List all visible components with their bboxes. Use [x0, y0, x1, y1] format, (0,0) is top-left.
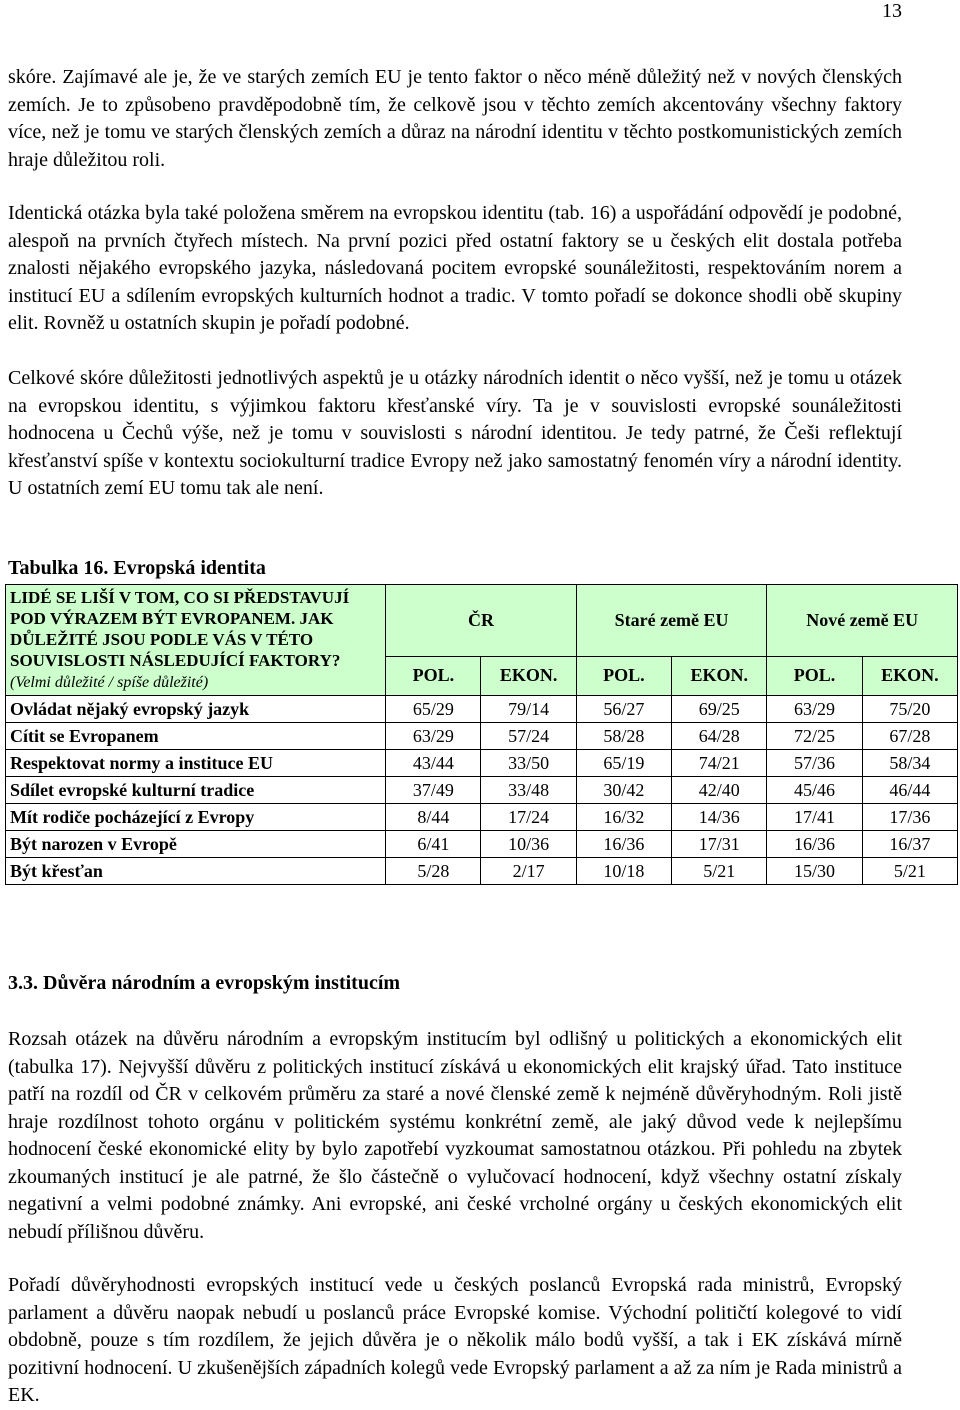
cell-value: 64/28 — [672, 723, 767, 750]
table-question-note: (Velmi důležité / spíše důležité) — [10, 674, 209, 691]
subheader-cell: EKON. — [862, 656, 957, 695]
cell-value: 45/46 — [767, 777, 862, 804]
row-label: Ovládat nějaký evropský jazyk — [6, 696, 386, 723]
cell-value: 14/36 — [672, 804, 767, 831]
cell-value: 6/41 — [386, 831, 481, 858]
cell-value: 79/14 — [481, 696, 576, 723]
cell-value: 17/31 — [672, 831, 767, 858]
row-label: Být narozen v Evropě — [6, 831, 386, 858]
section-heading: 3.3. Důvěra národním a evropským institucím — [8, 972, 401, 994]
cell-value: 72/25 — [767, 723, 862, 750]
cell-value: 42/40 — [672, 777, 767, 804]
cell-value: 63/29 — [386, 723, 481, 750]
cell-value: 5/21 — [672, 858, 767, 885]
cell-value: 33/48 — [481, 777, 576, 804]
paragraph-5: Pořadí důvěryhodnosti evropských institucí vede u českých poslanců Evropská rada ministrů, Evropský parlament a důvěru naopak nebudí u poslanců práce Evropské komise. Východní političtí kolegové to vidí obdobně, pouze s tím rozdílem, že jejich důvěra je o několik málo bodů vyšší, a tak i EK získává mírně pozitivní hodnocení. U zkušenějších západních kolegů vede Evropský parlament a až za ním je Rada ministrů a EK. — [8, 1274, 902, 1406]
table-question-cell — [6, 585, 386, 696]
cell-value: 17/24 — [481, 804, 576, 831]
cell-value: 37/49 — [386, 777, 481, 804]
table-row — [6, 750, 958, 777]
cell-value: 65/29 — [386, 696, 481, 723]
table-row — [6, 831, 958, 858]
paragraph-1: skóre. Zajímavé ale je, že ve starých zemích EU je tento faktor o něco méně důležitý než v nových členských zemích. Je to způsobeno pravděpodobně tím, že celkově jsou v těchto zemích akcentovány všechny faktory více, než je tomu ve starých členských zemích a důraz na národní identitu v těchto postkomunistických zemích hraje důležitou roli. — [8, 66, 902, 171]
row-label: Sdílet evropské kulturní tradice — [6, 777, 386, 804]
group-header-cr: ČR — [386, 585, 577, 657]
cell-value: 67/28 — [862, 723, 957, 750]
cell-value: 5/21 — [862, 858, 957, 885]
paragraph-2: Identická otázka byla také položena směrem na evropskou identitu (tab. 16) a uspořádání odpovědí je podobné, alespoň na prvních čtyřech místech. Na první pozici před ostatní faktory se u českých elit dostala potřeba znalosti nějakého evropského jazyka, následovaná pocitem evropské sounáležitosti, respektováním norem a institucí EU a sdílením evropských kulturních hodnot a tradic. V tomto pořadí se dokonce shodli obě skupiny elit. Rovněž u ostatních skupin je pořadí podobné. — [8, 202, 902, 334]
identity-table — [5, 584, 958, 885]
cell-value: 2/17 — [481, 858, 576, 885]
cell-value: 69/25 — [672, 696, 767, 723]
cell-value: 17/36 — [862, 804, 957, 831]
cell-value: 10/36 — [481, 831, 576, 858]
row-label: Být křesťan — [6, 858, 386, 885]
cell-value: 58/34 — [862, 750, 957, 777]
cell-value: 57/24 — [481, 723, 576, 750]
table-header-row — [6, 585, 958, 657]
table-title: Tabulka 16. Evropská identita — [8, 557, 266, 579]
cell-value: 65/19 — [576, 750, 671, 777]
table-row — [6, 696, 958, 723]
subheader-cell: POL. — [386, 656, 481, 695]
subheader-cell: EKON. — [481, 656, 576, 695]
cell-value: 16/32 — [576, 804, 671, 831]
subheader-cell: POL. — [576, 656, 671, 695]
cell-value: 33/50 — [481, 750, 576, 777]
cell-value: 16/37 — [862, 831, 957, 858]
group-header-new-eu: Nové země EU — [767, 585, 958, 657]
cell-value: 8/44 — [386, 804, 481, 831]
paragraph-3: Celkové skóre důležitosti jednotlivých aspektů je u otázky národních identit o něco vyšší, než je tomu u otázek na evropskou identitu, s výjimkou faktoru křesťanské víry. Ta je v souvislosti evropské sounáležitosti hodnocena u Čechů výše, než je tomu v souvislosti s národní identitou. Je tedy patrné, že Češi reflektují křesťanství spíše v kontextu sociokulturní tradice Evropy než jako samostatný fenomén víry a národní identity. U ostatních zemí EU tomu tak ale není. — [8, 367, 902, 499]
cell-value: 63/29 — [767, 696, 862, 723]
cell-value: 46/44 — [862, 777, 957, 804]
cell-value: 56/27 — [576, 696, 671, 723]
cell-value: 75/20 — [862, 696, 957, 723]
table-question: LIDÉ SE LIŠÍ V TOM, CO SI PŘEDSTAVUJÍ POD VÝRAZEM BÝT EVROPANEM. JAK DŮLEŽITÉ JSOU PODLE VÁS V TÉTO SOUVISLOSTI NÁSLEDUJÍCÍ FAKTORY? — [10, 588, 350, 670]
cell-value: 74/21 — [672, 750, 767, 777]
subheader-cell: POL. — [767, 656, 862, 695]
table-row — [6, 804, 958, 831]
cell-value: 57/36 — [767, 750, 862, 777]
row-label: Cítit se Evropanem — [6, 723, 386, 750]
cell-value: 30/42 — [576, 777, 671, 804]
paragraph-4: Rozsah otázek na důvěru národním a evropským institucím byl odlišný u politických a ekonomických elit (tabulka 17). Nejvyšší důvěru z politických institucí získává u ekonomických elit krajský úřad. Tato instituce patří na rozdíl od ČR v celkovém průměru za staré a nové členské země k nejméně důvěryhodným. Roli jistě hraje rozdílnost tohoto orgánu v politickém systému konkrétní země, ale jaký důvod vede k nejlepšímu hodnocení české ekonomické elity by bylo zapotřebí vyzkoumat samostatnou otázkou. Při pohledu na zbytek zkoumaných institucí je ale patrné, že šlo částečně o vylučovací hodnocení, když všechny ostatní získaly negativní a velmi podobné známky. Ani evropské, ani české vrcholné orgány u českých ekonomických elit nebudí přílišnou důvěru. — [8, 1028, 902, 1243]
cell-value: 5/28 — [386, 858, 481, 885]
cell-value: 17/41 — [767, 804, 862, 831]
row-label: Respektovat normy a instituce EU — [6, 750, 386, 777]
cell-value: 43/44 — [386, 750, 481, 777]
cell-value: 10/18 — [576, 858, 671, 885]
cell-value: 16/36 — [576, 831, 671, 858]
row-label: Mít rodiče pocházející z Evropy — [6, 804, 386, 831]
subheader-cell: EKON. — [672, 656, 767, 695]
cell-value: 16/36 — [767, 831, 862, 858]
cell-value: 15/30 — [767, 858, 862, 885]
cell-value: 58/28 — [576, 723, 671, 750]
table-row — [6, 723, 958, 750]
group-header-old-eu: Staré země EU — [576, 585, 767, 657]
page-number: 13 — [882, 0, 902, 22]
table-row — [6, 858, 958, 885]
table-row — [6, 777, 958, 804]
